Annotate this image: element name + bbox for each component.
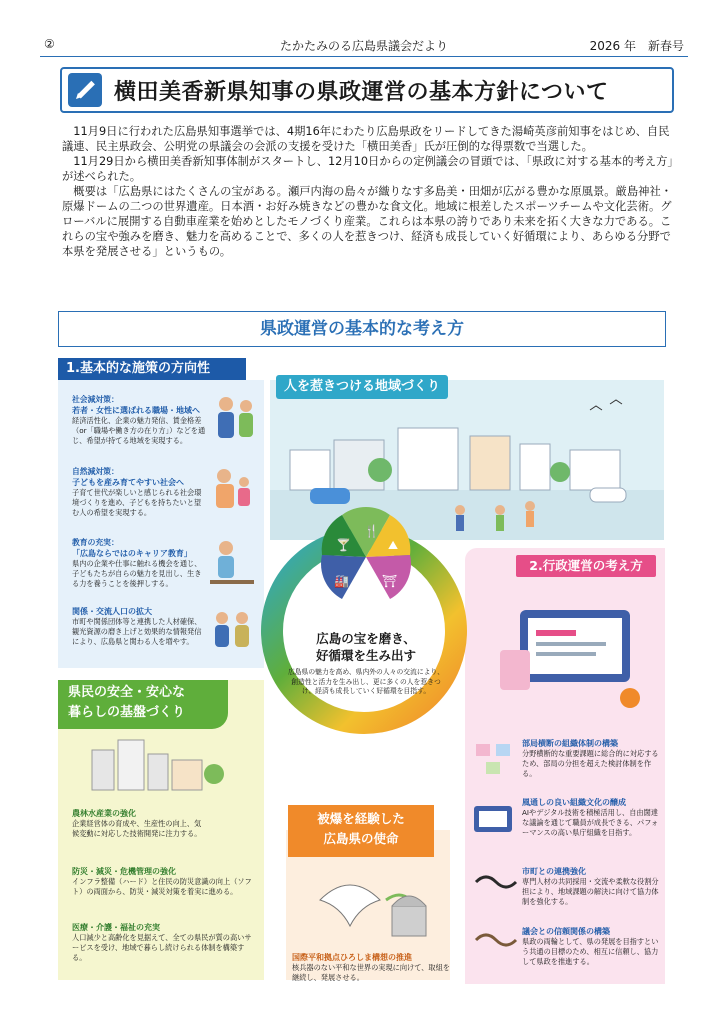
item-text: 子育て世代が楽しいと感じられる社会環境づくりを進め、子どもを持ちたいと望む人の希望を実現する。 <box>72 488 202 517</box>
item-heading: 防災・減災・危機管理の強化 <box>72 867 176 876</box>
item-heading: 農林水産業の強化 <box>72 809 136 818</box>
item-text: 経済活性化、企業の魅力発信、賃金格差（or「職場や働き方の在り方」）などを通じ、希望が持てる地域を実現する。 <box>72 416 206 445</box>
intro-paragraph: 概要は「広島県にはたくさんの宝がある。瀬戸内海の島々が織りなす多島美・田畑が広がる豊かな原風景。厳島神社・原爆ドームの二つの世界遺産。日本酒・お好み焼きなどの豊かな食文化。地域に根差したスポーツチームや文化芸術。グローバルに展開する自動車産業を始めとしたモノづくり産業。これらは本県の誇りであり未来を拓く大きな力である。これらの宝や強みを磨き、魅力を高めることで、多くの人を惹きつけ、経済も成長していく好循環により、あらゆる分野で本県を発展させる」というもの。 <box>62 185 673 258</box>
item-text: 核兵器のない平和な世界の実現に向けて、取組を継続し、発展させる。 <box>292 963 450 982</box>
item-text: 専門人材の共同採用・交流や柔軟な役割分担により、地域課題の解決に向けて協力体制を強化する。 <box>522 877 659 906</box>
item-text: 県政の両輪として、県の発展を目指すという共通の目標のため、相互に信頼し、協力して県政を推進する。 <box>522 937 659 966</box>
item-subheading: 子どもを産み育てやすい社会へ <box>72 478 184 487</box>
policy2-icons <box>470 740 518 980</box>
peace-item <box>292 952 452 983</box>
shrine-icon: ⛩ <box>382 574 398 588</box>
intro-paragraph: 11月9日に行われた広島県知事選挙では、4期16年にわたり広島県政をリードしてきた湯崎英彦前知事をはじめ、自民議連、民主県政会、公明党の県議会の会派の支援を受けた「横田美香」氏が圧倒的な得票数で当選した。 <box>62 125 670 153</box>
safety-item <box>72 922 258 963</box>
treasure-petals <box>306 505 426 609</box>
safety-item <box>72 866 258 897</box>
item-heading: 自然減対策： <box>72 467 119 476</box>
edition-label: 2026 年 新春号 <box>589 39 684 53</box>
item-text: 分野横断的な重要課題に総合的に対応するため、部局の分担を超えた検討体制を作る。 <box>522 749 659 778</box>
policy2-item <box>522 738 662 779</box>
item-subheading: 「広島ならではのキャリア教育」 <box>72 549 192 558</box>
center-text <box>286 630 446 697</box>
mountain-icon: ⛰ <box>388 538 399 552</box>
page-title: 横田美香新県知事の県政運営の基本方針について <box>114 80 609 105</box>
section-title: 県政運営の基本的な考え方 <box>58 311 666 347</box>
item-heading: 国際平和拠点ひろしま構想の推進 <box>292 953 412 962</box>
item-text: AIやデジタル技術を積極活用し、自由闊達な議論を通じて職員が成長できる、パフォーマンスの高い県庁組織を目指す。 <box>522 808 659 837</box>
safety-title-line2: 暮らしの基盤づくり <box>68 705 186 720</box>
item-heading: 社会減対策： <box>72 395 119 404</box>
intro-text <box>62 124 678 259</box>
safety-title <box>58 680 228 729</box>
center-description: 広島県の魅力を高め、県内外の人々の交流により、創造性と活力を生み出し、更に多くの人を惹きつけ、経済も成長していく好循環を目指す。 <box>287 668 445 695</box>
item-heading: 風通しの良い組織文化の醸成 <box>522 798 626 807</box>
policy1-item <box>72 537 206 589</box>
safety-title-line1: 県民の安全・安心な <box>68 685 186 700</box>
dove-icon <box>300 860 440 946</box>
center-headline-1: 広島の宝を磨き、 <box>316 631 416 646</box>
peace-title-line2: 広島県の使命 <box>323 831 399 846</box>
item-text: 企業経営体の育成や、生産性の向上、気候変動に対応した技術開発に注力する。 <box>72 819 202 838</box>
title-box <box>60 67 674 113</box>
cutlery-icon: 🍴 <box>364 524 379 538</box>
policy2-item <box>522 866 662 907</box>
computer-illustration <box>480 590 660 730</box>
policy2-item <box>522 926 662 967</box>
policy1-item <box>72 606 206 647</box>
item-heading: 市町との連携強化 <box>522 867 586 876</box>
item-heading: 議会との信頼関係の構築 <box>522 927 610 936</box>
cocktail-icon: 🍸 <box>336 538 351 552</box>
item-text: 市町や関係団体等と連携した人材確保、観光資源の磨き上げと効果的な情報発信により、広島県と関わる人を増やす。 <box>72 617 202 646</box>
item-text: 県内の企業や仕事に触れる機会を通じ、子どもたちが自らの魅力を見出し、生きる力を養うことを後押しする。 <box>72 559 202 588</box>
attract-label: 人を惹きつける地域づくり <box>276 375 448 399</box>
policy2-title: 2.行政運営の考え方 <box>516 555 656 577</box>
factory-icon: 🏭 <box>334 574 349 588</box>
policy1-item <box>72 466 206 518</box>
peace-title <box>288 805 434 857</box>
item-text: インフラ整備（ハード）と住民の防災意識の向上（ソフト）の両面から、防災・減災対策を着実に進める。 <box>72 877 252 896</box>
item-subheading: 若者・女性に選ばれる職場・地域へ <box>72 406 200 415</box>
peace-title-line1: 被爆を経験した <box>317 811 405 826</box>
page-number: ② <box>44 37 55 51</box>
pen-icon <box>68 73 102 107</box>
page-header <box>40 34 688 57</box>
item-subheading: 関係・交流人口の拡大 <box>72 607 152 616</box>
people-illustrations <box>206 392 262 662</box>
item-heading: 医療・介護・福祉の充実 <box>72 923 160 932</box>
policy1-item <box>72 394 206 446</box>
policy1-title: 1.基本的な施策の方向性 <box>58 358 246 380</box>
newsletter-name: たかたみのる広島県議会だより <box>279 39 448 53</box>
policy2-item <box>522 797 662 838</box>
item-heading: 部局横断の組織体制の構築 <box>522 739 618 748</box>
item-text: 人口減少と高齢化を見据えて、全ての県民が質の高いサービスを受け、地域で暮らし続けられる体制を構築する。 <box>72 933 252 962</box>
safety-item <box>72 808 202 839</box>
center-headline-2: 好循環を生み出す <box>315 648 416 663</box>
intro-paragraph: 11月29日から横田美香新知事体制がスタートし、12月10日からの定例議会の冒頭では、「県政に対する基本的考え方」が述べられた。 <box>62 155 674 183</box>
city-illustration <box>82 730 242 796</box>
item-heading: 教育の充実： <box>72 538 119 547</box>
